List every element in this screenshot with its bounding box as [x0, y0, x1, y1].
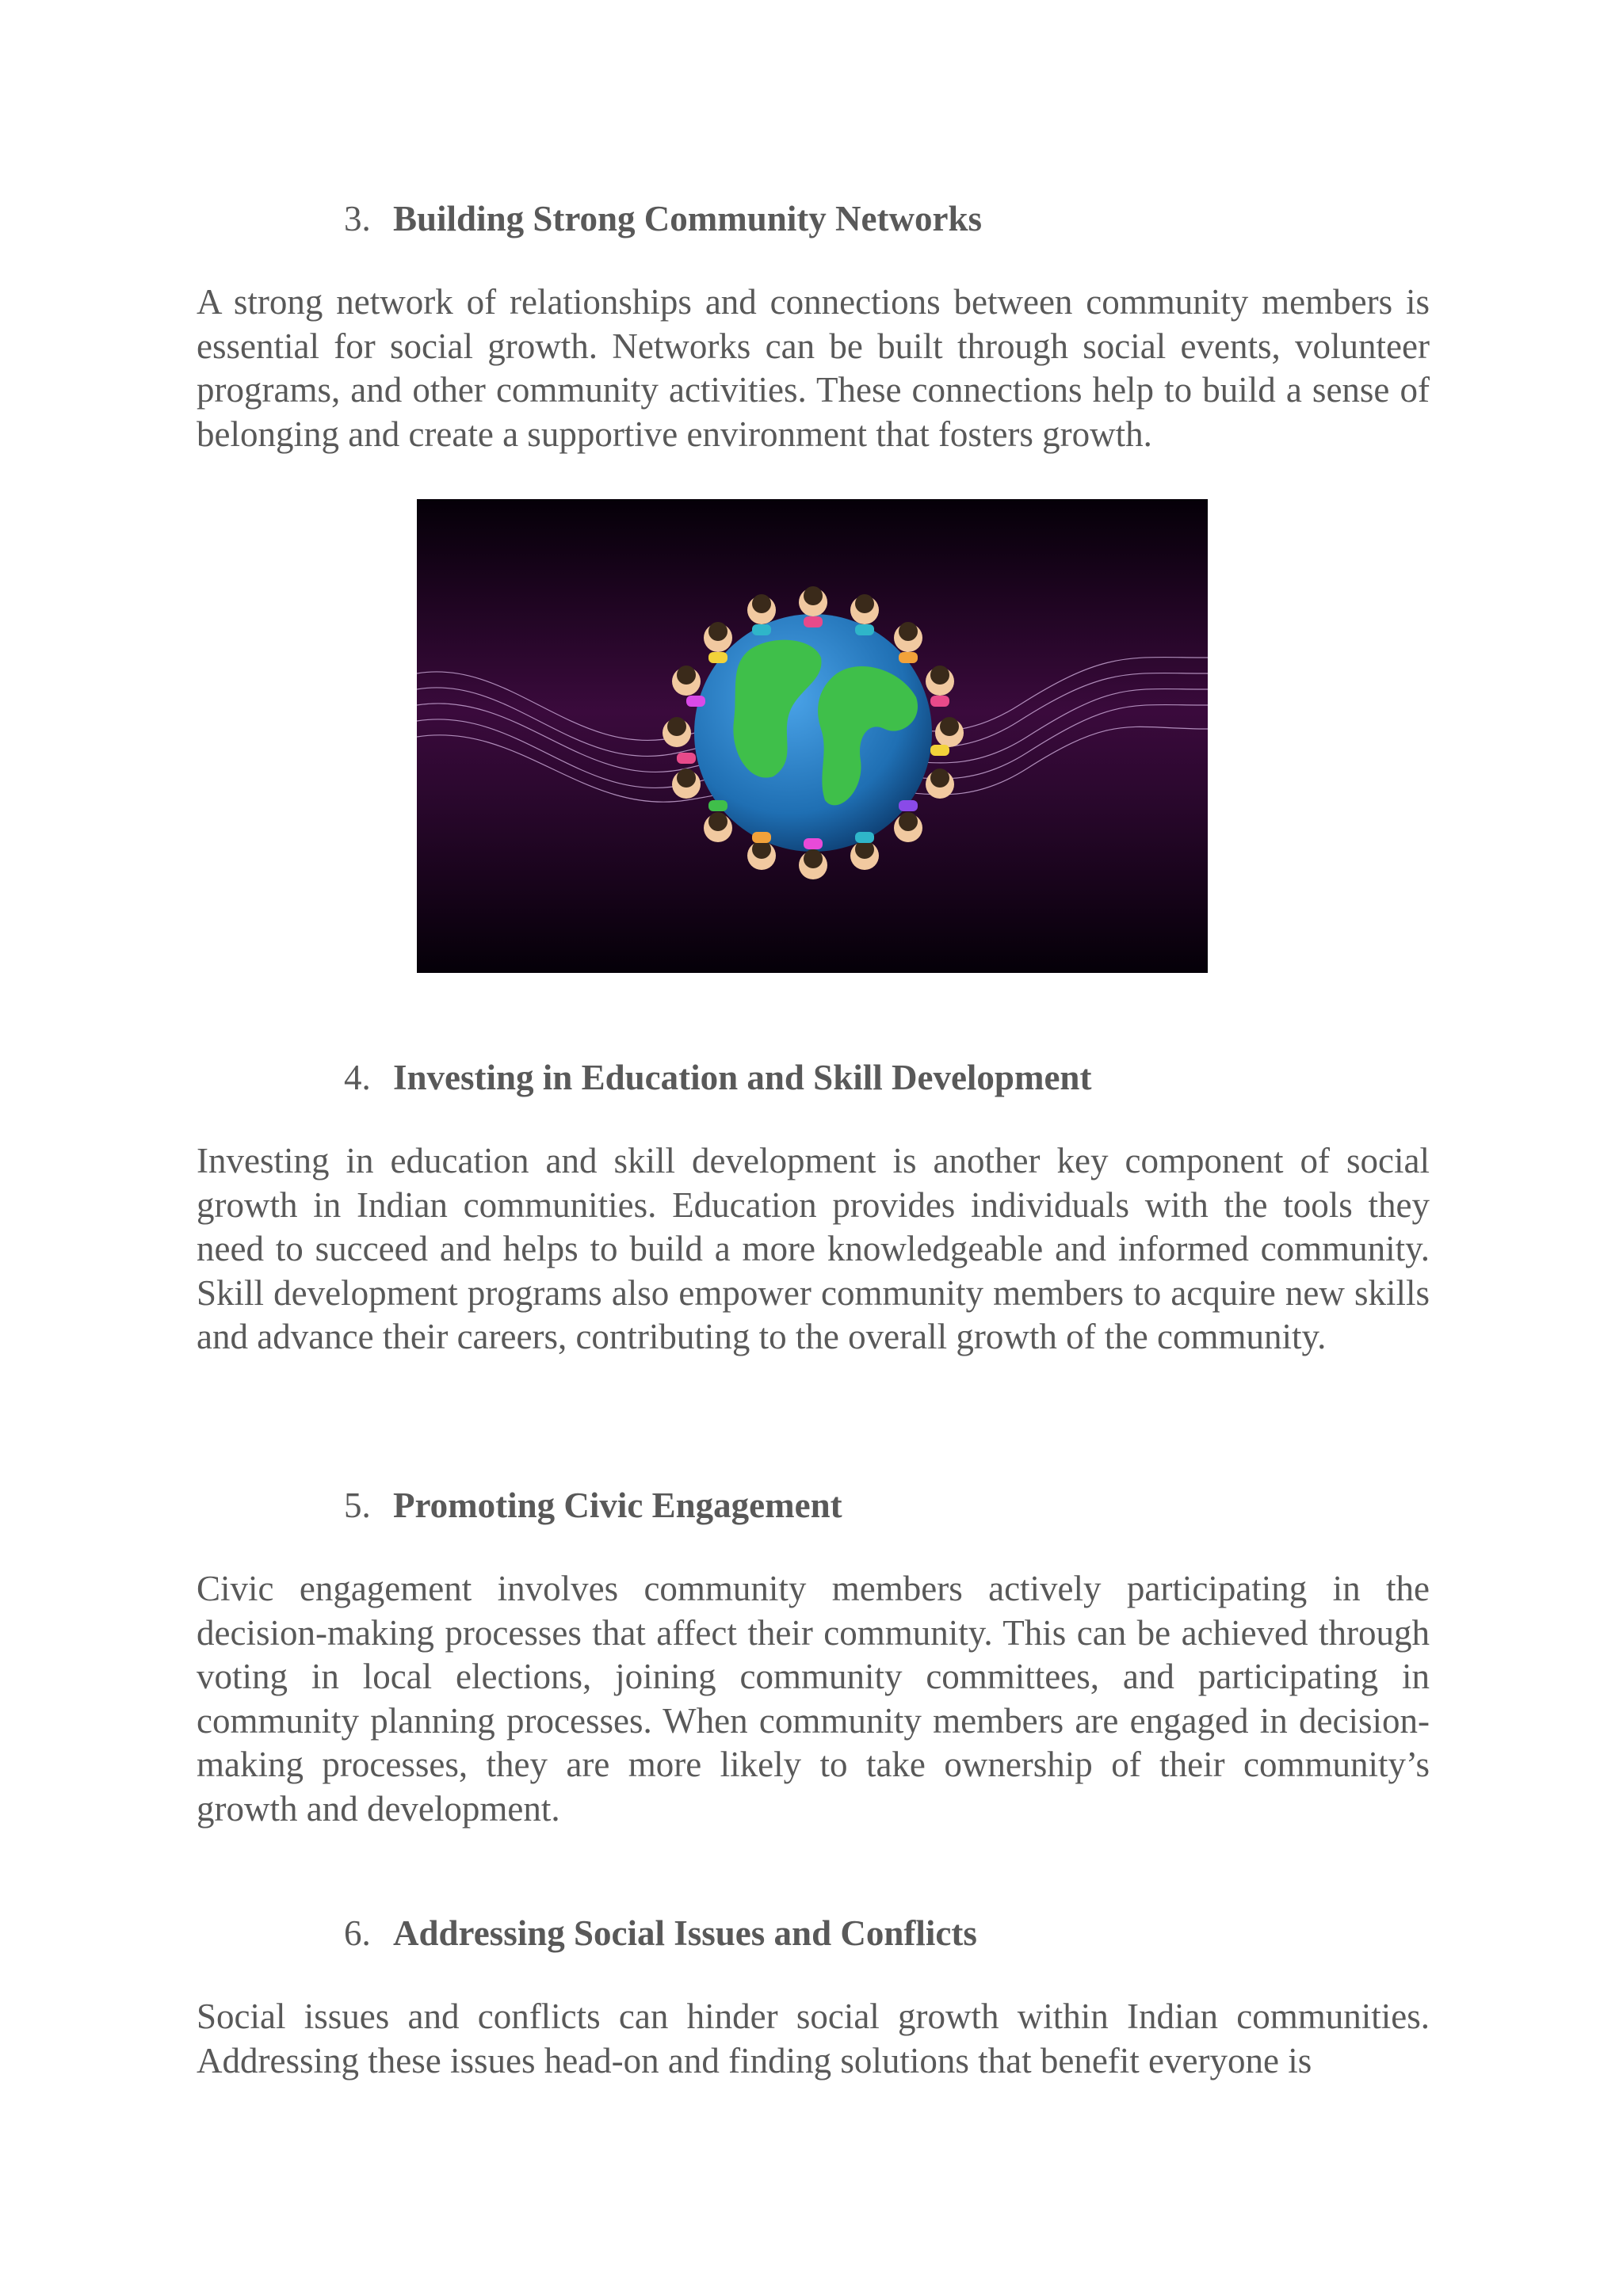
section-title: Promoting Civic Engagement	[393, 1486, 842, 1525]
community-network-image	[417, 499, 1208, 973]
section-paragraph: Social issues and conflicts can hinder social growth within Indian communities. Addressing these issues head-on and finding solutions that benefit everyone is	[197, 1997, 1430, 2081]
section-heading	[344, 1055, 1091, 1100]
section-number: 6.	[344, 1913, 371, 1953]
section-heading	[344, 1483, 842, 1527]
section-paragraph: A strong network of relationships and connections between community members is essential for social growth. Networks can be built through social events, volunteer programs, and other community activities. These connections help to build a sense of belonging and create a supportive environment that fosters growth.	[197, 282, 1430, 454]
section-title: Building Strong Community Networks	[393, 199, 983, 238]
section-heading	[344, 196, 982, 241]
section-heading	[344, 1911, 977, 1955]
section-number: 4.	[344, 1058, 371, 1097]
section-title: Addressing Social Issues and Conflicts	[393, 1913, 977, 1953]
section-title: Investing in Education and Skill Development	[393, 1058, 1092, 1097]
globe-people-network-icon	[417, 499, 1208, 973]
section-number: 5.	[344, 1486, 371, 1525]
section-number: 3.	[344, 199, 371, 238]
section-paragraph: Civic engagement involves community members actively participating in the decision-making processes that affect their community. This can be achieved through voting in local elections, joining community committees, and participating in community planning processes. When community members are engaged in decision-making processes, they are more likely to take ownership of their community’s growth and development.	[197, 1569, 1430, 1829]
section-paragraph: Investing in education and skill development is another key component of social growth in Indian communities. Education provides individuals with the tools they need to succeed and helps to build a more knowledgeable and informed community. Skill development programs also empower community members to acquire new skills and advance their careers, contributing to the overall growth of the community.	[197, 1141, 1430, 1356]
